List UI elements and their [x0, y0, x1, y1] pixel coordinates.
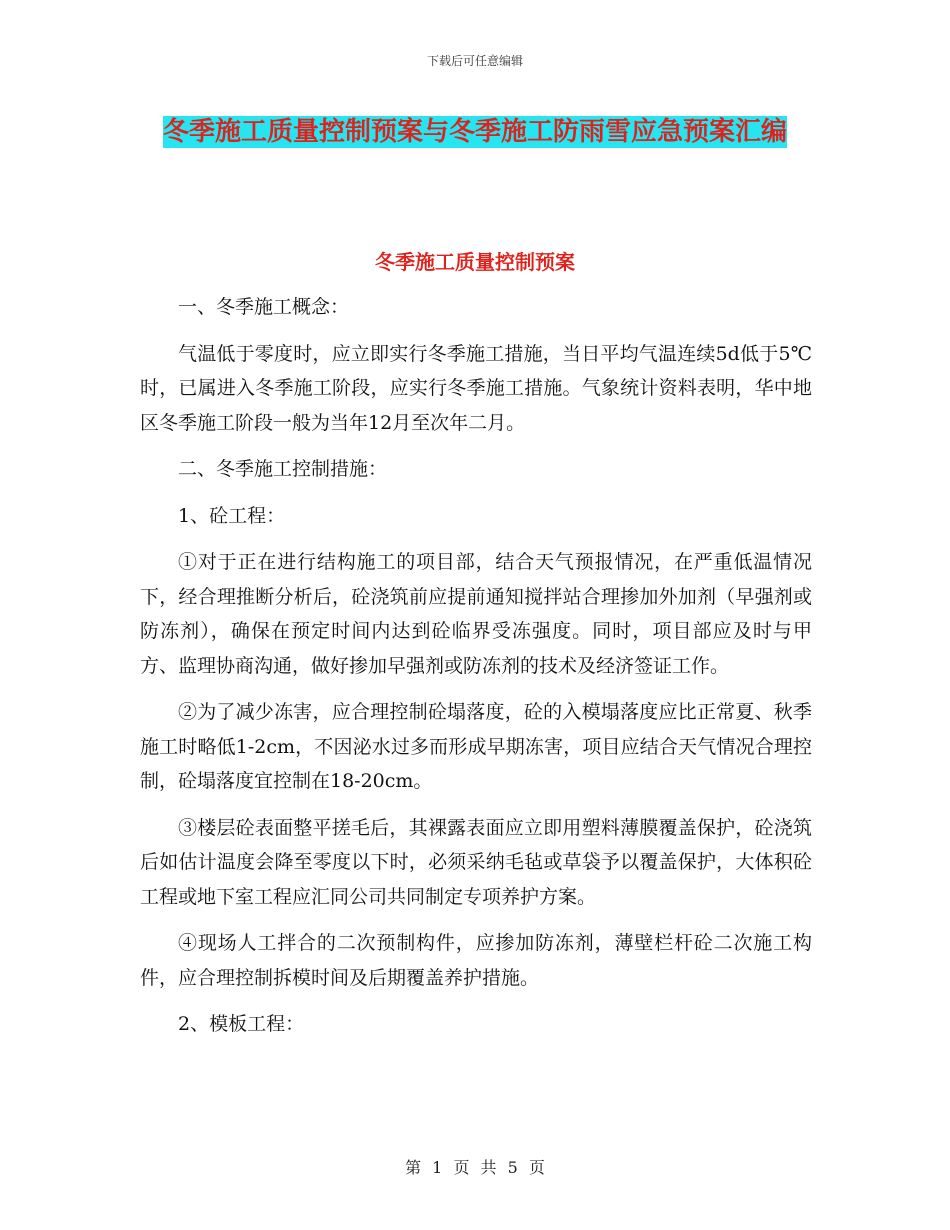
page-footer: 第 1 页 共 5 页 [405, 1158, 545, 1177]
document-title-text: 冬季施工质量控制预案与冬季施工防雨雪应急预案汇编 [162, 117, 787, 147]
paragraph-heading-concrete: 1、砼工程： [178, 504, 286, 527]
paragraph-item-2: ②为了减少冻害，应合理控制砼塌落度，砼的入模塌落度应比正常夏、秋季施工时略低1-2cm，不因泌水过多而形成早期冻害，项目应结合天气情况合理控制，砼塌落度宜控制在18-20cm。 [140, 701, 812, 792]
paragraph-item-3: ③楼层砼表面整平搓毛后，其裸露表面应立即用塑料薄膜覆盖保护，砼浇筑后如估计温度会降至零度以下时，必须采纳毛毡或草袋予以覆盖保护，大体积砼工程或地下室工程应汇同公司共同制定专项养护方案。 [140, 816, 812, 908]
paragraph-heading-formwork: 2、模板工程： [178, 1013, 305, 1035]
document-title [140, 108, 810, 156]
header-note: 下载后可任意编辑 [426, 54, 523, 68]
paragraph-item-4: ④现场人工拌合的二次预制构件，应掺加防冻剂，薄壁栏杆砼二次施工构件，应合理控制拆模时间及后期覆盖养护措施。 [140, 932, 812, 989]
section-title: 冬季施工质量控制预案 [375, 250, 575, 274]
paragraph-item-1: ①对于正在进行结构施工的项目部，结合天气预报情况，在严重低温情况下，经合理推断分析后，砼浇筑前应提前通知搅拌站合理掺加外加剂（早强剂或防冻剂），确保在预定时间内达到砼临界受冻强度。同时，项目部应及时与甲方、监理协商沟通，做好掺加早强剂或防冻剂的技术及经济签证工作。 [140, 551, 812, 677]
paragraph-heading-concept: 一、冬季施工概念： [178, 296, 350, 318]
document-body [140, 290, 812, 1042]
paragraph-concept: 气温低于零度时，应立即实行冬季施工措施，当日平均气温连续5d低于5℃时，已属进入冬季施工阶段，应实行冬季施工措施。气象统计资料表明，华中地区冬季施工阶段一般为当年12月至次年二月。 [140, 342, 812, 434]
paragraph-heading-measures: 二、冬季施工控制措施： [178, 458, 388, 480]
